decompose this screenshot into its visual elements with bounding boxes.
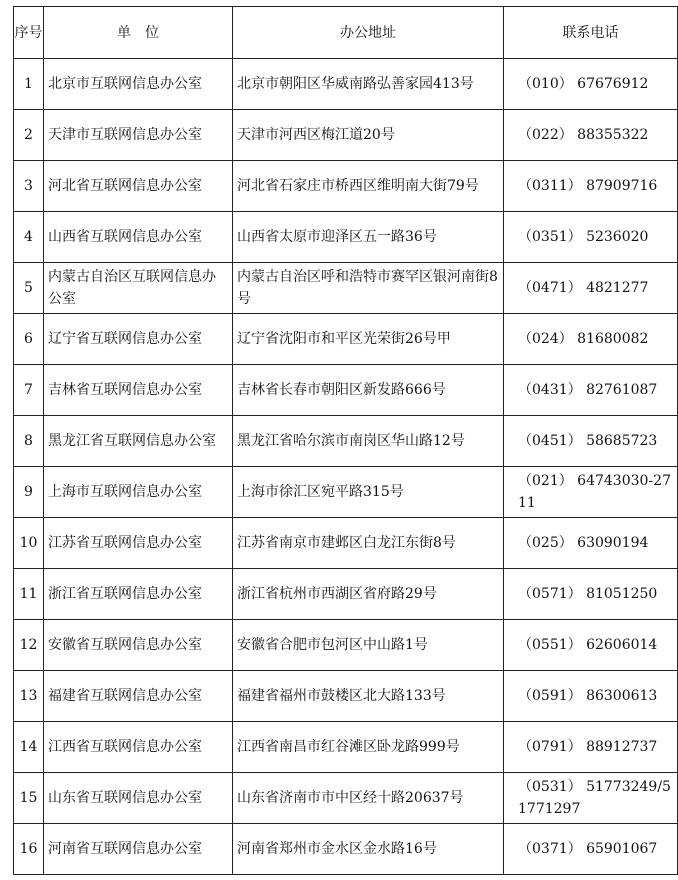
unit-name: 北京市互联网信息办公室 <box>44 59 233 110</box>
row-number: 15 <box>14 773 44 824</box>
table-row <box>14 773 678 824</box>
phone-number: （0351） 5236020 <box>504 212 678 263</box>
row-number: 3 <box>14 161 44 212</box>
unit-name: 吉林省互联网信息办公室 <box>44 365 233 416</box>
row-number: 6 <box>14 314 44 365</box>
phone-number: （0431） 82761087 <box>504 365 678 416</box>
phone-number: （0571） 81051250 <box>504 569 678 620</box>
phone-number: （010） 67676912 <box>504 59 678 110</box>
phone-number: （0371） 65901067 <box>504 824 678 875</box>
office-address: 山西省太原市迎泽区五一路36号 <box>233 212 504 263</box>
row-number: 16 <box>14 824 44 875</box>
table-row <box>14 671 678 722</box>
table-row <box>14 161 678 212</box>
header-unit: 单位 <box>44 7 233 59</box>
phone-number: （021） 64743030-2711 <box>504 467 678 518</box>
unit-name: 内蒙古自治区互联网信息办公室 <box>44 263 233 314</box>
phone-number: （0551） 62606014 <box>504 620 678 671</box>
header-phone: 联系电话 <box>504 7 678 59</box>
table-row <box>14 824 678 875</box>
office-address: 上海市徐汇区宛平路315号 <box>233 467 504 518</box>
office-address: 浙江省杭州市西湖区省府路29号 <box>233 569 504 620</box>
office-address: 江西省南昌市红谷滩区卧龙路999号 <box>233 722 504 773</box>
office-address: 安徽省合肥市包河区中山路1号 <box>233 620 504 671</box>
phone-number: （0791） 88912737 <box>504 722 678 773</box>
table-row <box>14 212 678 263</box>
phone-number: （0591） 86300613 <box>504 671 678 722</box>
unit-name: 上海市互联网信息办公室 <box>44 467 233 518</box>
unit-name: 辽宁省互联网信息办公室 <box>44 314 233 365</box>
table-row <box>14 518 678 569</box>
office-address: 福建省福州市鼓楼区北大路133号 <box>233 671 504 722</box>
row-number: 14 <box>14 722 44 773</box>
table-row <box>14 416 678 467</box>
unit-name: 山东省互联网信息办公室 <box>44 773 233 824</box>
row-number: 2 <box>14 110 44 161</box>
row-number: 1 <box>14 59 44 110</box>
phone-number: （0451） 58685723 <box>504 416 678 467</box>
phone-number: （025） 63090194 <box>504 518 678 569</box>
table-body <box>14 59 678 875</box>
phone-number: （0311） 87909716 <box>504 161 678 212</box>
phone-number: （024） 81680082 <box>504 314 678 365</box>
row-number: 9 <box>14 467 44 518</box>
header-address: 办公地址 <box>233 7 504 59</box>
unit-name: 黑龙江省互联网信息办公室 <box>44 416 233 467</box>
unit-name: 安徽省互联网信息办公室 <box>44 620 233 671</box>
row-number: 13 <box>14 671 44 722</box>
unit-name: 河南省互联网信息办公室 <box>44 824 233 875</box>
table-row <box>14 569 678 620</box>
unit-name: 江西省互联网信息办公室 <box>44 722 233 773</box>
office-address: 黑龙江省哈尔滨市南岗区华山路12号 <box>233 416 504 467</box>
table-row <box>14 467 678 518</box>
unit-name: 江苏省互联网信息办公室 <box>44 518 233 569</box>
phone-number: （022） 88355322 <box>504 110 678 161</box>
office-address: 辽宁省沈阳市和平区光荣街26号甲 <box>233 314 504 365</box>
table-row <box>14 59 678 110</box>
phone-number: （0531） 51773249/51771297 <box>504 773 678 824</box>
row-number: 7 <box>14 365 44 416</box>
header-no: 序号 <box>14 7 44 59</box>
office-address: 河南省郑州市金水区金水路16号 <box>233 824 504 875</box>
table-row <box>14 365 678 416</box>
office-address: 内蒙古自治区呼和浩特市赛罕区银河南街8号 <box>233 263 504 314</box>
office-address: 江苏省南京市建邺区白龙江东街8号 <box>233 518 504 569</box>
unit-name: 福建省互联网信息办公室 <box>44 671 233 722</box>
unit-name: 河北省互联网信息办公室 <box>44 161 233 212</box>
row-number: 4 <box>14 212 44 263</box>
table-row <box>14 620 678 671</box>
office-address: 山东省济南市市中区经十路20637号 <box>233 773 504 824</box>
row-number: 11 <box>14 569 44 620</box>
table-row <box>14 110 678 161</box>
office-address: 天津市河西区梅江道20号 <box>233 110 504 161</box>
office-address: 吉林省长春市朝阳区新发路666号 <box>233 365 504 416</box>
office-address: 河北省石家庄市桥西区维明南大街79号 <box>233 161 504 212</box>
contact-table <box>13 6 678 875</box>
unit-name: 山西省互联网信息办公室 <box>44 212 233 263</box>
unit-name: 浙江省互联网信息办公室 <box>44 569 233 620</box>
table-row <box>14 722 678 773</box>
row-number: 8 <box>14 416 44 467</box>
office-address: 北京市朝阳区华威南路弘善家园413号 <box>233 59 504 110</box>
table-row <box>14 263 678 314</box>
phone-number: （0471） 4821277 <box>504 263 678 314</box>
row-number: 12 <box>14 620 44 671</box>
row-number: 5 <box>14 263 44 314</box>
table-row <box>14 314 678 365</box>
row-number: 10 <box>14 518 44 569</box>
header-row <box>14 7 678 59</box>
unit-name: 天津市互联网信息办公室 <box>44 110 233 161</box>
